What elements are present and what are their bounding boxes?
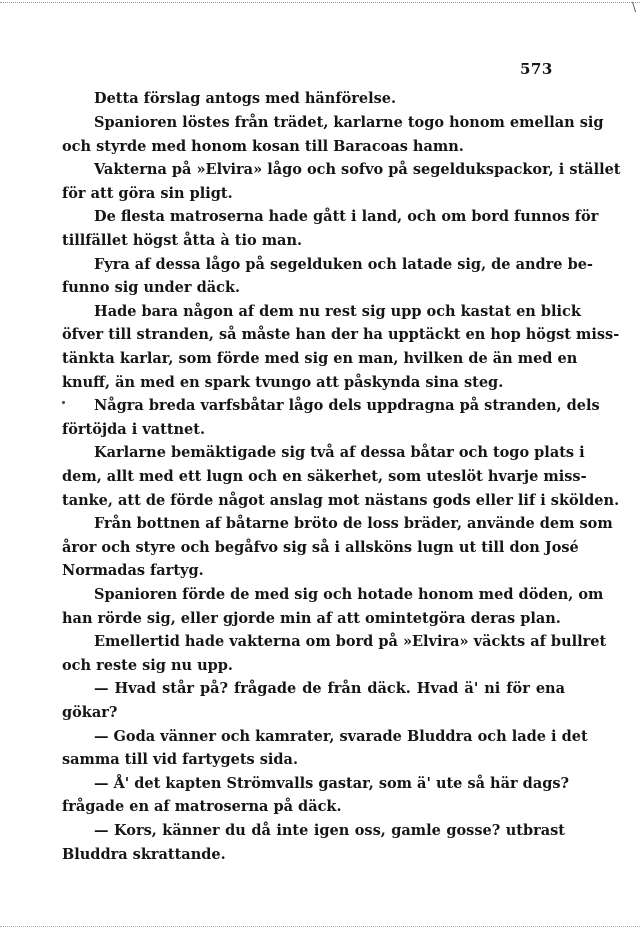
- stray-dot: [62, 401, 65, 404]
- text-line: Några breda varfsbåtar lågo dels uppdragna på stranden, dels: [94, 397, 600, 414]
- text-line: tanke, att de förde något anslag mot nästans gods eller lif i skölden.: [62, 492, 620, 509]
- text-line: — Hvad står på? frågade de från däck. Hvad ä' ni för ena: [94, 680, 565, 697]
- text-line: Normadas fartyg.: [62, 562, 204, 579]
- text-line: för att göra sin pligt.: [62, 185, 233, 202]
- text-line: Fyra af dessa lågo på segelduken och latade sig, de andre be-: [94, 256, 593, 273]
- text-line: gökar?: [62, 704, 118, 721]
- text-line: samma till vid fartygets sida.: [62, 751, 299, 768]
- text-line: Spanioren löstes från trädet, karlarne togo honom emellan sig: [94, 114, 604, 131]
- text-line: Karlarne bemäktigade sig två af dessa båtar och togo plats i: [94, 444, 585, 461]
- text-line: Vakterna på »Elvira» lågo och sofvo på segeldukspackor, i stället: [94, 161, 621, 178]
- text-line: frågade en af matroserna på däck.: [62, 798, 342, 815]
- text-line: tänkta karlar, som förde med sig en man, hvilken de än med en: [62, 350, 578, 367]
- text-line: förtöjda i vattnet.: [62, 421, 206, 438]
- text-line: Från bottnen af båtarne bröto de loss bräder, använde dem som: [94, 515, 613, 532]
- text-line: funno sig under däck.: [62, 279, 241, 296]
- text-line: — Kors, känner du då inte igen oss, gamle gosse? utbrast: [94, 822, 565, 839]
- text-line: åror och styre och begåfvo sig så i allsköns lugn ut till don José: [62, 539, 579, 556]
- text-line: Hade bara någon af dem nu rest sig upp och kastat en blick: [94, 303, 581, 320]
- top-edge-line: [0, 2, 640, 3]
- text-line: öfver till stranden, så måste han der ha upptäckt en hop högst miss-: [62, 326, 620, 343]
- text-line: tillfället högst åtta à tio man.: [62, 232, 303, 249]
- text-line: — Å' det kapten Strömvalls gastar, som ä' ute så här dags?: [94, 775, 570, 792]
- text-line: och reste sig nu upp.: [62, 657, 233, 674]
- text-line: han rörde sig, eller gjorde min af att omintetgöra deras plan.: [62, 610, 561, 627]
- text-line: och styrde med honom kosan till Baracoas hamn.: [62, 138, 464, 155]
- bottom-edge-line: [0, 926, 640, 927]
- text-line: dem, allt med ett lugn och en säkerhet, som uteslöt hvarje miss-: [62, 468, 587, 485]
- text-line: De flesta matroserna hade gått i land, och om bord funnos för: [94, 208, 599, 225]
- text-line: knuff, än med en spark tvungo att påskynda sina steg.: [62, 374, 504, 391]
- page-number: 573: [520, 60, 553, 78]
- text-line: — Goda vänner och kamrater, svarade Bluddra och lade i det: [94, 728, 588, 745]
- text-line: Detta förslag antogs med hänförelse.: [94, 90, 397, 107]
- text-line: Bluddra skrattande.: [62, 846, 226, 863]
- text-line: Spanioren förde de med sig och hotade honom med döden, om: [94, 586, 604, 603]
- text-line: Emellertid hade vakterna om bord på »Elvira» väckts af bullret: [94, 633, 607, 650]
- corner-mark: \: [631, 0, 636, 14]
